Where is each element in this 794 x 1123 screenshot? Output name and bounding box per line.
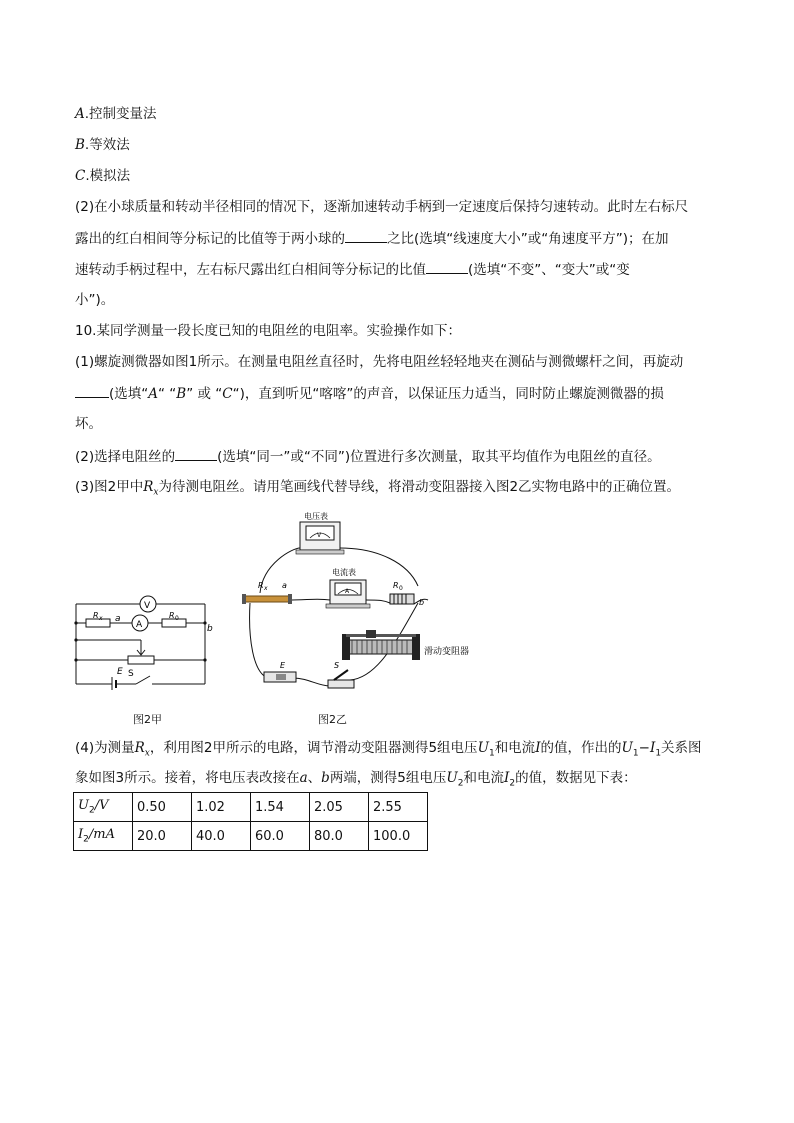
resistance-wire-rx [242, 594, 292, 604]
resistor-r0-device [390, 594, 414, 604]
ammeter-label: 电流表 [332, 568, 356, 577]
yi-battery-label: E [280, 661, 286, 670]
rheostat-label: 滑动变阻器 [424, 647, 470, 657]
q10-part1-line3: 坏。 [75, 416, 102, 432]
voltmeter-letter: V [144, 601, 151, 611]
ammeter-letter: A [136, 620, 143, 630]
yi-rx-label: R [258, 581, 264, 590]
table-cell: 60.0 [251, 822, 310, 851]
figure-2-yi-apparatus [238, 508, 478, 698]
yi-point-a: a [282, 581, 287, 590]
voltmeter-device [296, 522, 344, 554]
data-table [73, 792, 428, 851]
row-header: $I_2/mA$ [74, 822, 133, 851]
q9-part2-line4: 小”)。 [75, 292, 115, 308]
table-row [74, 793, 428, 822]
ammeter-device [326, 580, 370, 608]
option-a: A.控制变量法 [75, 106, 157, 122]
rheostat-symbol [128, 656, 154, 664]
table-cell: 40.0 [192, 822, 251, 851]
figure-2-jia-circuit [70, 588, 220, 690]
q10-part2: (2)选择电阻丝的 (选填“同一”或“不同”)位置进行多次测量，取其平均值作为电阻丝的直径。 [75, 446, 661, 467]
answer-blank[interactable] [175, 446, 217, 461]
q10-part1-line2: (选填“A“ “B” 或 “C“)，直到听见“喀喀”的声音，以保证压力适当，同时防止螺旋测微器的损 [75, 383, 664, 404]
option-b: B.等效法 [75, 137, 130, 153]
svg-text:x: x [264, 585, 268, 592]
switch-device [328, 670, 354, 688]
svg-text:0: 0 [399, 585, 403, 592]
resistor-r0 [162, 619, 186, 627]
battery-label: E [117, 667, 123, 677]
answer-blank[interactable] [75, 383, 109, 398]
point-a-label: a [115, 614, 121, 624]
svg-text:0: 0 [175, 615, 179, 622]
q10-part4-line1: (4)为测量$R_x$，利用图2甲所示的电路，调节滑动变阻器测得5组电压$U_1$和电流I的值，作出的$U_1-I_1$关系图 [75, 740, 702, 759]
table-cell: 2.05 [310, 793, 369, 822]
svg-text:V: V [317, 532, 322, 539]
table-cell: 80.0 [310, 822, 369, 851]
switch-symbol [136, 676, 150, 684]
table-row [74, 822, 428, 851]
table-cell: 1.02 [192, 793, 251, 822]
point-b-label: b [207, 624, 213, 634]
svg-text:x: x [99, 615, 103, 622]
row-header: $U_2/V$ [74, 793, 133, 822]
figure-2-yi-caption: 图2乙 [318, 713, 347, 726]
switch-label: S [128, 669, 134, 679]
table-cell: 2.55 [369, 793, 428, 822]
table-cell: 0.50 [133, 793, 192, 822]
voltmeter-label: 电压表 [304, 512, 328, 521]
q10-part3: (3)图2甲中$R_x$为待测电阻丝。请用笔画线代替导线，将滑动变阻器接入图2乙实物电路中的正确位置。 [75, 479, 681, 498]
yi-point-b: b [419, 598, 425, 607]
svg-text:A: A [345, 588, 350, 595]
q10-intro: 10.某同学测量一段长度已知的电阻丝的电阻率。实验操作如下： [75, 323, 461, 339]
q9-part2-line3: 速转动手柄过程中，左右标尺露出红白相间等分标记的比值 (选填“不变”、“变大”或“变 [75, 259, 630, 280]
option-c: C.模拟法 [75, 168, 131, 184]
battery-device [264, 672, 296, 682]
rx-label: R [93, 611, 99, 620]
table-cell: 20.0 [133, 822, 192, 851]
figure-2-jia-caption: 图2甲 [133, 713, 162, 726]
table-cell: 100.0 [369, 822, 428, 851]
q10-part1-line1: (1)螺旋测微器如图1所示。在测量电阻丝直径时，先将电阻丝轻轻地夹在测砧与测微螺杆之间，再旋动 [75, 354, 684, 370]
rheostat-device [342, 630, 420, 660]
answer-blank[interactable] [426, 259, 468, 274]
table-cell: 1.54 [251, 793, 310, 822]
r0-label: R [169, 611, 175, 620]
q10-part4-line2: 象如图3所示。接着，将电压表改接在a、b两端，测得5组电压$U_2$和电流$I_2$的值，数据见下表： [75, 770, 637, 789]
yi-r0-label: R [393, 581, 399, 590]
resistor-rx [86, 619, 110, 627]
answer-blank[interactable] [345, 228, 387, 243]
q9-part2-line2: 露出的红白相间等分标记的比值等于两小球的 之比(选填“线速度大小”或“角速度平方”)；在加 [75, 228, 669, 249]
q9-part2-line1: (2)在小球质量和转动半径相同的情况下，逐渐加速转动手柄到一定速度后保持匀速转动。此时左右标尺 [75, 199, 689, 215]
yi-switch-label: S [334, 661, 340, 670]
